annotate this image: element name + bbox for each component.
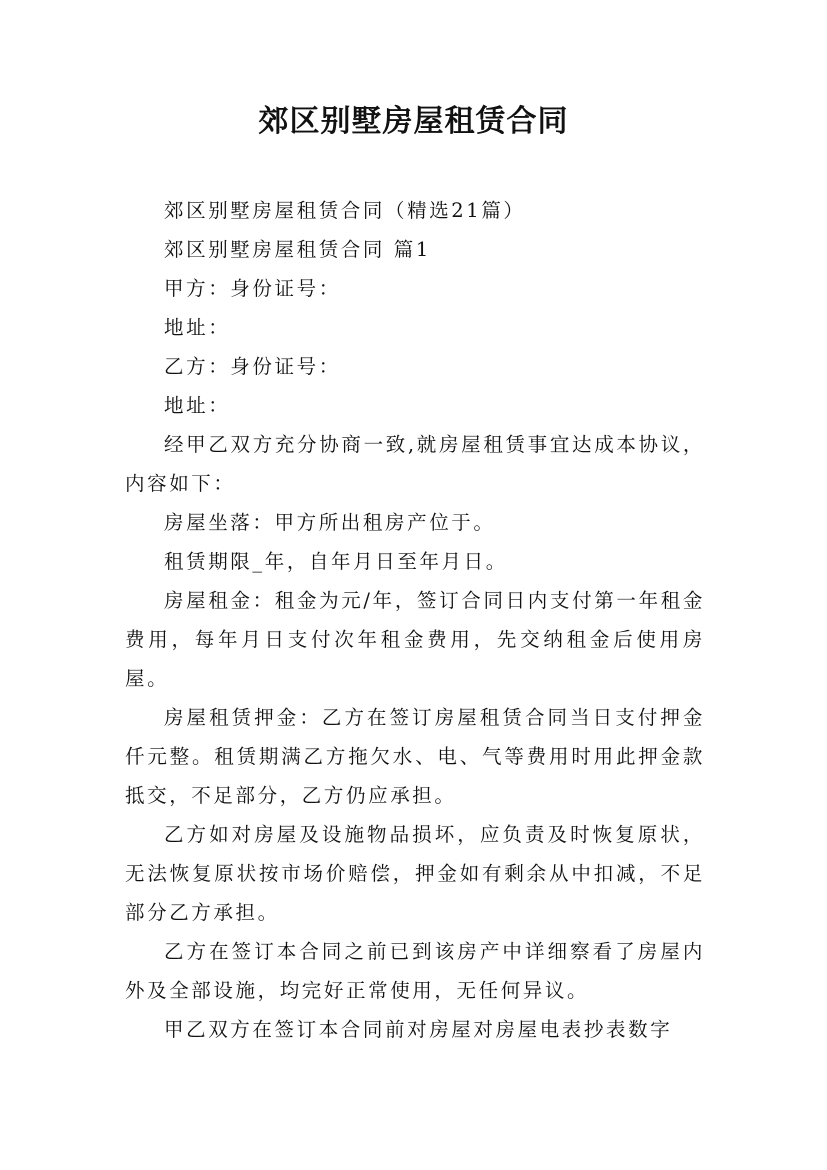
paragraph-subtitle: 郊区别墅房屋租赁合同（精选21篇） (164, 199, 526, 222)
document-title: 郊区别墅房屋租赁合同 (258, 104, 569, 139)
paragraph-rent: 房屋租金：租金为元/年，签订合同日内支付第一年租金费用，每年月日支付次年租金费用，先交纳租金后使用房屋。 (125, 589, 705, 690)
paragraph-inspection: 乙方在签订本合同之前已到该房产中详细察看了房屋内外及全部设施，均完好正常使用，无任何异议。 (125, 940, 705, 1002)
paragraph-meter-reading: 甲乙双方在签订本合同前对房屋对房屋电表抄表数字 (164, 1018, 673, 1041)
paragraph-party-b-address: 地址： (164, 394, 231, 417)
paragraph-party-b: 乙方：身份证号： (164, 355, 341, 378)
paragraph-section-heading: 郊区别墅房屋租赁合同 篇1 (164, 238, 431, 261)
paragraph-party-a: 甲方：身份证号： (164, 277, 341, 300)
document-body (125, 191, 705, 1049)
paragraph-property-location: 房屋坐落：甲方所出租房产位于。 (164, 511, 496, 534)
paragraph-party-a-address: 地址： (164, 316, 231, 339)
paragraph-lease-term: 租赁期限_年，自年月日至年月日。 (164, 550, 508, 573)
paragraph-deposit: 房屋租赁押金：乙方在签订房屋租赁合同当日支付押金仟元整。租赁期满乙方拖欠水、电、气等费用时用此押金款抵交，不足部分，乙方仍应承担。 (125, 706, 705, 807)
paragraph-agreement-intro: 经甲乙双方充分协商一致,就房屋租赁事宜达成本协议，内容如下： (125, 433, 705, 495)
paragraph-damage: 乙方如对房屋及设施物品损坏，应负责及时恢复原状，无法恢复原状按市场价赔偿，押金如有剩余从中扣减，不足部分乙方承担。 (125, 823, 705, 924)
